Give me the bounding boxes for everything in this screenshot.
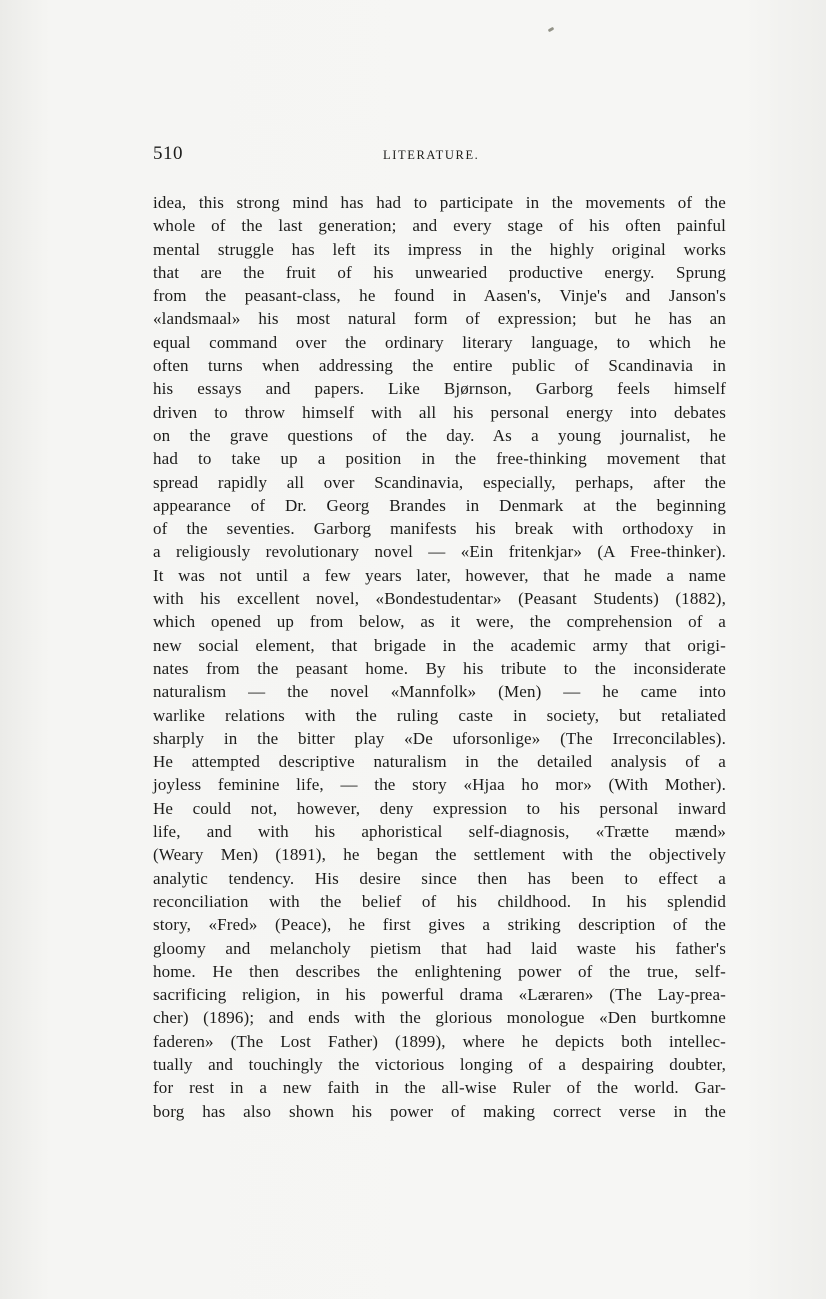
text-line: He could not, however, deny expression to his personal inward bbox=[153, 798, 726, 818]
text-line: had to take up a position in the free-thinking movement that bbox=[153, 449, 726, 469]
text-line: sacrificing religion, in his powerful drama «Læraren» (The Lay-prea- bbox=[153, 985, 726, 1005]
text-line: on the grave questions of the day. As a young journalist, he bbox=[153, 425, 726, 445]
text-line: He attempted descriptive naturalism in the detailed analysis of a bbox=[153, 752, 726, 772]
text-line: idea, this strong mind has had to participate in the movements of the bbox=[153, 193, 726, 212]
text-line: which opened up from below, as it were, the comprehension of a bbox=[153, 612, 726, 632]
text-line: equal command over the ordinary literary language, to which he bbox=[153, 332, 726, 352]
text-line: joyless feminine life, — the story «Hjaa ho mor» (With Mother). bbox=[153, 775, 726, 795]
body-text bbox=[153, 191, 726, 1123]
text-line: gloomy and melancholy pietism that had laid waste his father's bbox=[153, 938, 726, 958]
text-line: mental struggle has left its impress in the highly original works bbox=[153, 239, 726, 259]
text-line: warlike relations with the ruling caste in society, but retaliated bbox=[153, 705, 726, 725]
text-line: It was not until a few years later, however, that he made a name bbox=[153, 565, 726, 585]
text-line: reconciliation with the belief of his childhood. In his splendid bbox=[153, 891, 726, 911]
text-line: his essays and papers. Like Bjørnson, Garborg feels himself bbox=[153, 379, 726, 399]
text-line: spread rapidly all over Scandinavia, especially, perhaps, after the bbox=[153, 472, 726, 492]
page-header bbox=[153, 140, 726, 170]
text-line: faderen» (The Lost Father) (1899), where he depicts both intellec- bbox=[153, 1031, 726, 1051]
ink-speck bbox=[548, 27, 555, 33]
text-line: analytic tendency. His desire since then has been to effect a bbox=[153, 868, 726, 888]
text-line: with his excellent novel, «Bondestudentar» (Peasant Students) (1882), bbox=[153, 589, 726, 609]
text-line: for rest in a new faith in the all-wise Ruler of the world. Gar- bbox=[153, 1078, 726, 1098]
text-line: a religiously revolutionary novel — «Ein fritenkjar» (A Free-thinker). bbox=[153, 542, 726, 562]
text-line: sharply in the bitter play «De uforsonlige» (The Irreconcilables). bbox=[153, 728, 726, 748]
text-line: often turns when addressing the entire public of Scandinavia in bbox=[153, 356, 726, 376]
text-line: tually and touchingly the victorious longing of a despairing doubter, bbox=[153, 1054, 726, 1074]
text-line: of the seventies. Garborg manifests his break with orthodoxy in bbox=[153, 519, 726, 539]
text-line: whole of the last generation; and every stage of his often painful bbox=[153, 216, 726, 236]
text-line: story, «Fred» (Peace), he first gives a striking description of the bbox=[153, 915, 726, 935]
text-line: driven to throw himself with all his personal energy into debates bbox=[153, 402, 726, 422]
text-line: appearance of Dr. Georg Brandes in Denmark at the beginning bbox=[153, 495, 726, 515]
text-line: naturalism — the novel «Mannfolk» (Men) — he came into bbox=[153, 682, 726, 702]
text-line: that are the fruit of his unwearied productive energy. Sprung bbox=[153, 262, 726, 282]
running-title: LITERATURE. bbox=[383, 148, 480, 162]
text-line: cher) (1896); and ends with the glorious monologue «Den burtkomne bbox=[153, 1008, 726, 1028]
text-line: nates from the peasant home. By his tribute to the inconsiderate bbox=[153, 658, 726, 678]
text-line: life, and with his aphoristical self-diagnosis, «Trætte mænd» bbox=[153, 822, 726, 842]
text-line: home. He then describes the enlightening power of the true, self- bbox=[153, 961, 726, 981]
text-line: (Weary Men) (1891), he began the settlement with the objectively bbox=[153, 845, 726, 865]
page-number: 510 bbox=[153, 143, 183, 164]
text-line: from the peasant-class, he found in Aasen's, Vinje's and Janson's bbox=[153, 286, 726, 306]
text-line: borg has also shown his power of making correct verse in the bbox=[153, 1101, 726, 1121]
text-line: «landsmaal» his most natural form of expression; but he has an bbox=[153, 309, 726, 329]
text-line: new social element, that brigade in the academic army that origi- bbox=[153, 635, 726, 655]
